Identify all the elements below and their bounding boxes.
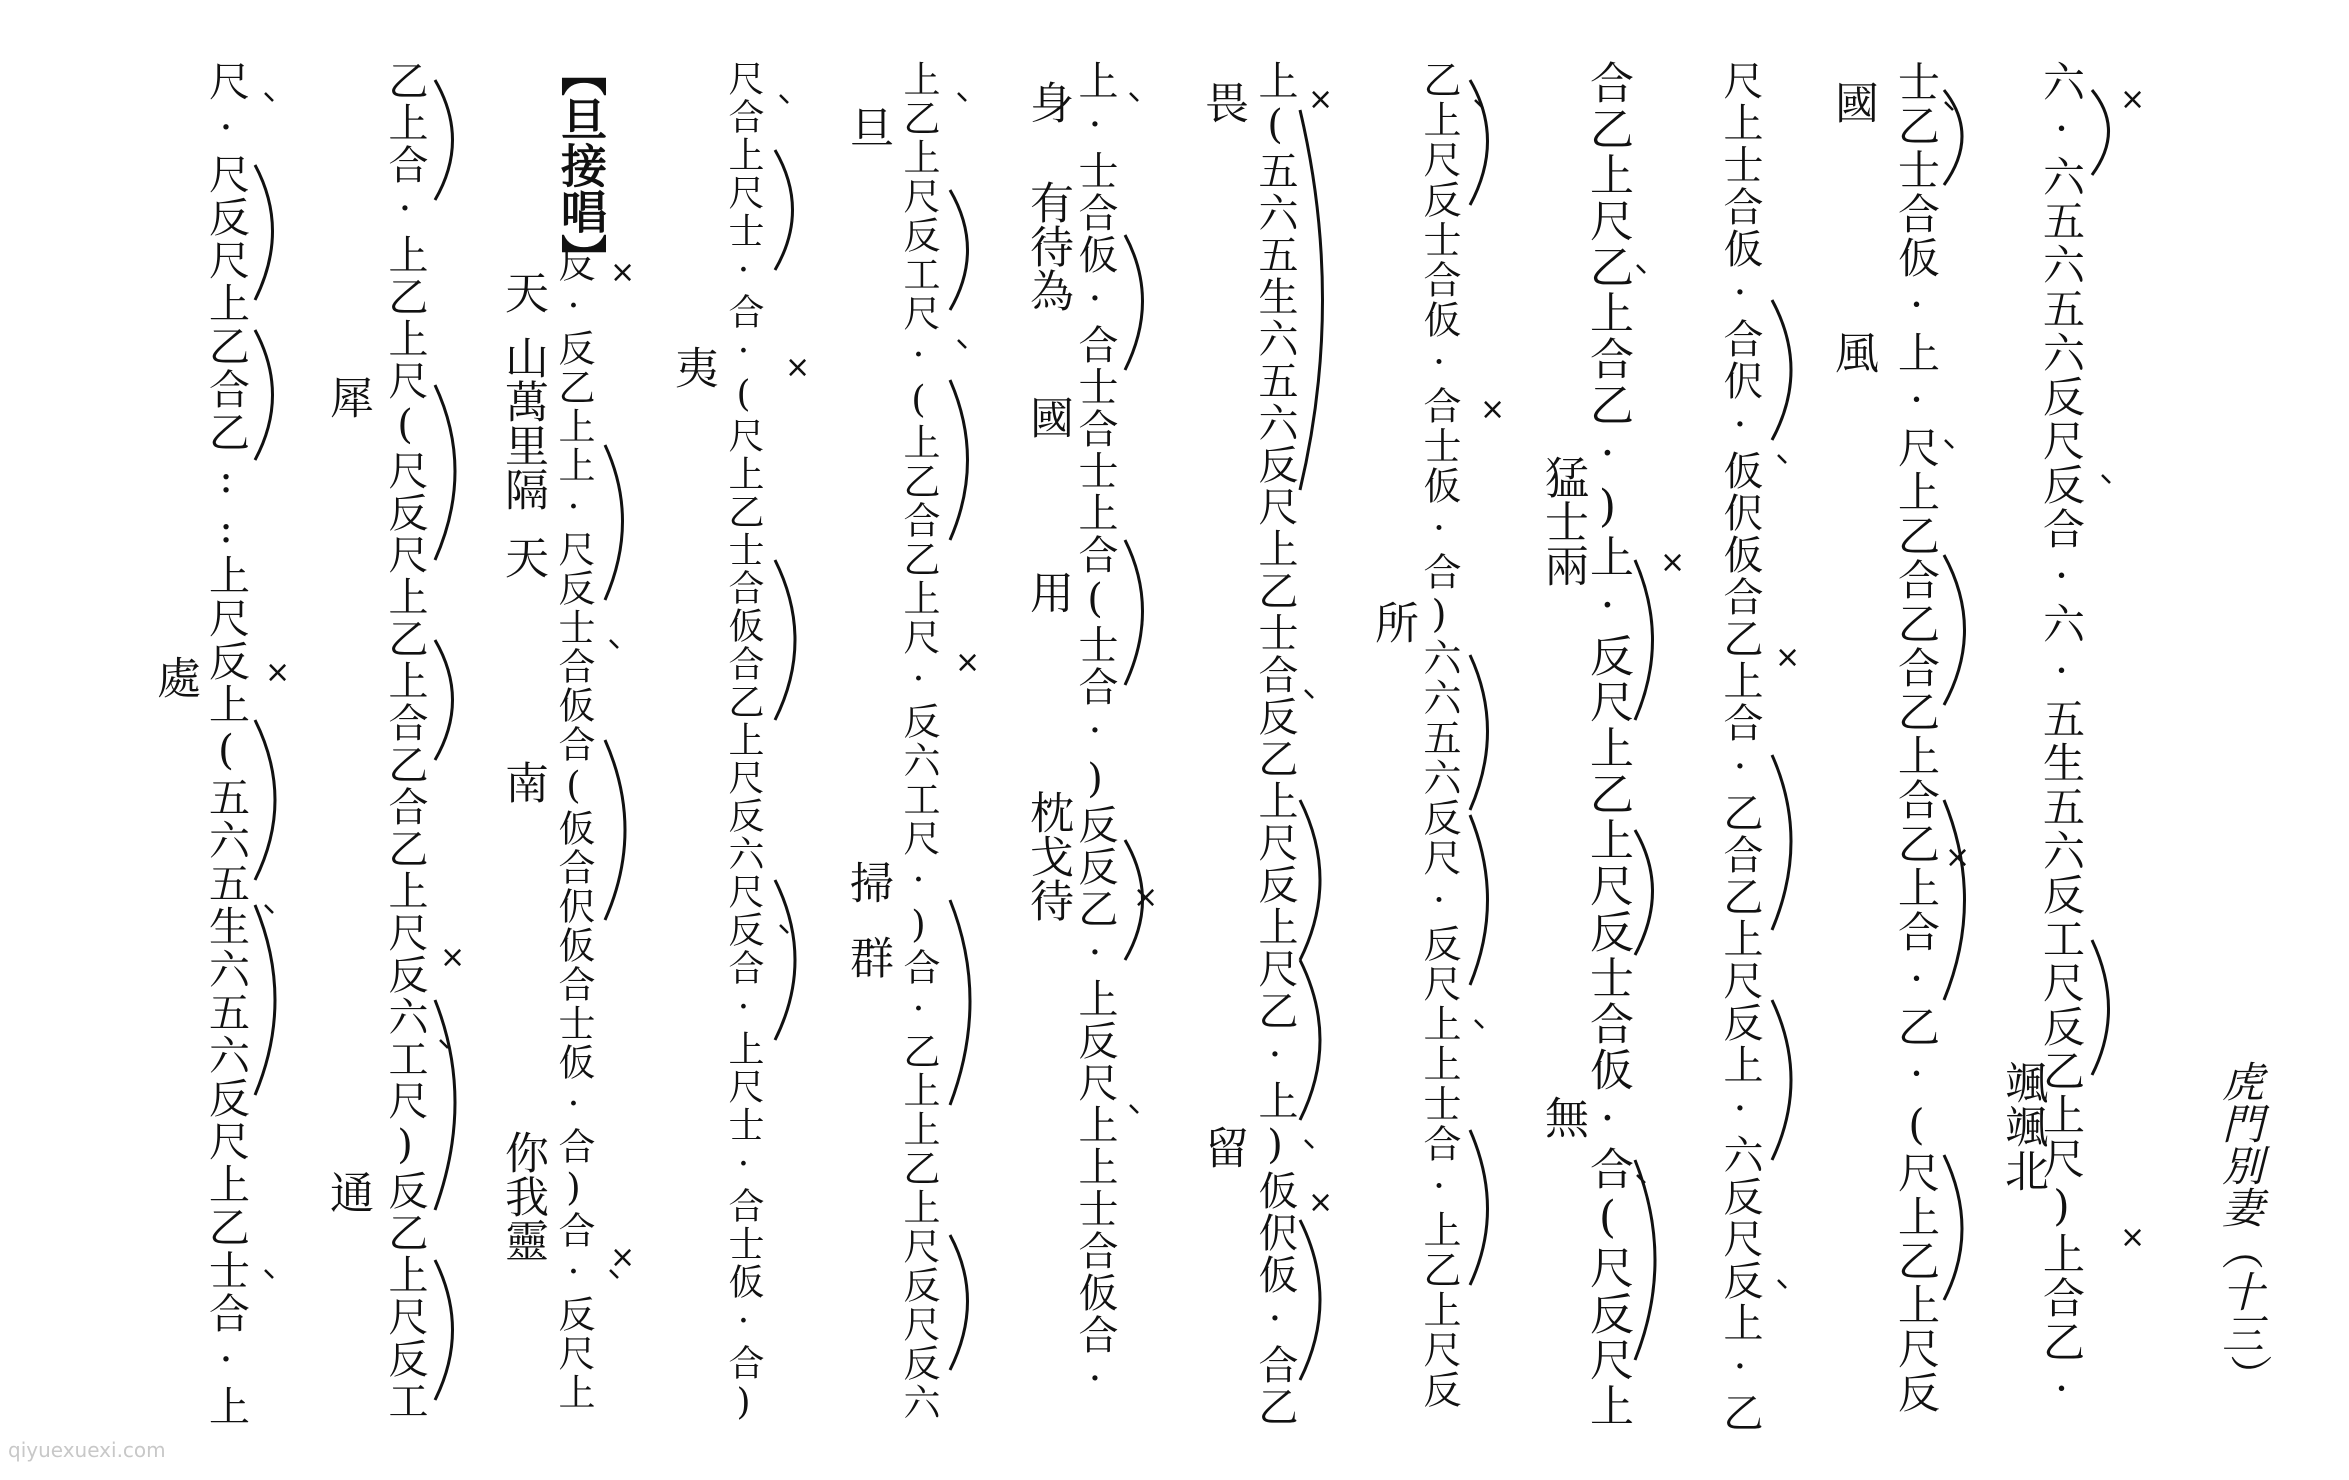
lyric-3: 國 [1827, 80, 1878, 124]
x-mark: × [610, 1240, 636, 1275]
lyric-18: 天 [497, 270, 548, 314]
lyric-17: 夷 [667, 345, 718, 389]
x-mark: × [265, 655, 291, 690]
notation-column-6: 上(五六五生六五六反尺上乙士合反乙上尺反上尺乙·上)仮伬仮·合乙 [1252, 60, 1298, 1428]
x-mark: × [2120, 82, 2146, 117]
notation-column-4: 合乙上尺乙上合乙·)上·反尺上乙上尺反士合仮·合(尺反尺上 [1582, 60, 1633, 1429]
x-mark: × [1660, 545, 1686, 580]
notation-column-1: 六·六五六五六反尺反合·六·五生五六反工尺反乙上尺)上合乙· [2037, 60, 2086, 1415]
notation-column-12: 尺·尺反尺上乙合乙::上尺反上(五六五生六五六反尺上乙士合·上 [202, 60, 250, 1428]
lyric-6: 所 [1367, 600, 1418, 644]
lyric-15: 掃 [842, 860, 893, 904]
notation-column-9: 尺合上尺士·合·(尺上乙士合仮合乙上尺反六尺反合·上尺士·合士仮·合) [723, 60, 764, 1425]
lyric-11: 國 [1022, 395, 1073, 439]
lyric-23: 犀 [322, 375, 373, 419]
x-mark: × [610, 255, 636, 290]
notation-column-7: 上·士合仮·合士合士上合(士合·)反反乙·上反尺上上士合仮合· [1072, 60, 1118, 1404]
x-mark: × [1480, 392, 1506, 427]
page-title: 虎門別妻（十三） [2216, 1060, 2265, 1396]
x-mark: × [2120, 1220, 2146, 1255]
x-mark: × [955, 645, 981, 680]
notation-column-8: 上乙上尺反工尺·(上乙合乙上尺·反六工尺·)合·乙上上乙上尺反尺反六 [897, 60, 940, 1422]
x-mark: × [1945, 840, 1971, 875]
lyric-1: 颯颯北 [1997, 1060, 2048, 1192]
lyric-12: 用 [1022, 570, 1073, 614]
lyric-24: 通 [322, 1170, 373, 1214]
lyric-4: 猛士兩 [1537, 455, 1588, 587]
role-marker: 【旦接唱】 [554, 50, 608, 280]
lyric-20: 天 [497, 535, 548, 579]
notation-column-3: 尺上士合仮·合伬·仮伬仮合乙上合·乙合乙上尺反上·六反尺反上·乙 [1717, 60, 1763, 1434]
x-mark: × [1308, 1185, 1334, 1220]
lyric-9: 身 [1022, 80, 1073, 124]
lyric-5: 無 [1537, 1095, 1588, 1139]
notation-column-5: 乙上尺反士合仮·合士仮·合)六六五六反尺·反尺上上士合·上乙上尺反 [1417, 60, 1461, 1410]
lyric-21: 南 [497, 760, 548, 804]
lyric-22: 你我靈 [497, 1130, 548, 1262]
lyric-16: 群 [842, 935, 893, 979]
x-mark: × [785, 350, 811, 385]
lyric-14: 旦 [842, 105, 893, 149]
watermark: qiyuexuexi.com [8, 1438, 166, 1462]
x-mark: × [1775, 640, 1801, 675]
lyric-13: 枕戈待 [1022, 790, 1073, 922]
lyric-25: 處 [149, 655, 200, 699]
x-mark: × [1308, 82, 1334, 117]
lyric-8: 留 [1197, 1125, 1248, 1169]
lyric-19: 山萬里隔 [497, 335, 548, 511]
notation-column-2: 士乙士合仮·上·尺上乙合乙合乙上合乙上合·乙·(尺上乙上尺反 [1892, 60, 1941, 1415]
x-mark: × [440, 940, 466, 975]
notation-column-10: 反·反乙上上·尺反士合仮合(仮合伬仮合士仮·合)合·反尺上 [552, 245, 595, 1412]
lyric-7: 畏 [1197, 80, 1248, 124]
lyric-2: 風 [1827, 330, 1878, 374]
x-mark: × [1133, 880, 1159, 915]
lyric-10: 有待為 [1022, 180, 1073, 312]
notation-column-11: 乙上合·上乙上尺(尺反尺上乙上合乙合乙上尺反六工尺)反乙上尺反工 [382, 60, 428, 1422]
